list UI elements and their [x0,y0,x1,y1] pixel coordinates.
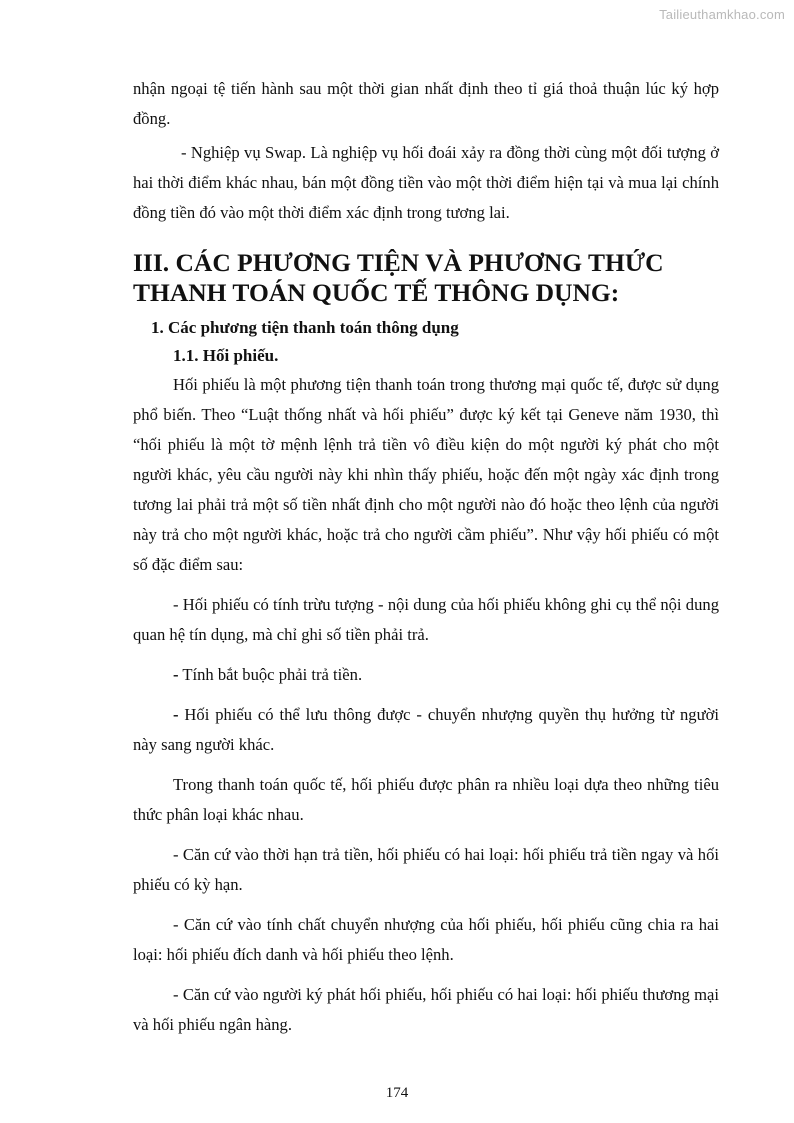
paragraph-type-3: - Căn cứ vào người ký phát hối phiếu, hối phiếu có hai loại: hối phiếu thương mại và hối phiếu ngân hàng. [133,985,719,1034]
paragraph-intro: Hối phiếu là một phương tiện thanh toán trong thương mại quốc tế, được sử dụng phổ biến. Theo “Luật thống nhất và hối phiếu” được ký kết tại Geneve năm 1930, thì “hối phiếu là một tờ mệnh lệnh trả tiền vô điều kiện do một người ký phát cho một người khác, yêu cầu người này khi nhìn thấy phiếu, hoặc đến một ngày xác định trong tương lai phải trả một số tiền nhất định cho một người nào đó hoặc theo lệnh của người này trả cho một người khác, hoặc trả cho người cầm phiếu”. Như vậy hối phiếu có một số đặc điểm sau: [133,375,719,574]
section-title-line2: THANH TOÁN QUỐC TẾ THÔNG DỤNG: [133,278,620,307]
paragraph-type-2: - Căn cứ vào tính chất chuyển nhượng của hối phiếu, hối phiếu cũng chia ra hai loại: hối phiếu đích danh và hối phiếu theo lệnh. [133,915,719,964]
feature-2-text: Tính bắt buộc phải trả tiền. [178,665,363,684]
dash-mark: - [173,705,179,724]
paragraph-classify: Trong thanh toán quốc tế, hối phiếu được phân ra nhiều loại dựa theo những tiêu thức phân loại khác nhau. [133,775,719,824]
feature-3-text: Hối phiếu có thể lưu thông được - chuyển nhượng quyền thụ hưởng từ người này sang người khác. [133,705,719,754]
paragraph-type-1: - Căn cứ vào thời hạn trả tiền, hối phiếu có hai loại: hối phiếu trả tiền ngay và hối phiếu có kỳ hạn. [133,845,719,894]
page-content [133,74,719,1040]
section-title-line1: III. CÁC PHƯƠNG TIỆN VÀ PHƯƠNG THỨC [133,248,664,277]
paragraph-continued: nhận ngoại tệ tiến hành sau một thời gian nhất định theo tỉ giá thoả thuận lúc ký hợp đồng. [133,79,719,128]
subsub-heading: 1.1. Hối phiếu. [173,346,279,365]
paragraph-swap: - Nghiệp vụ Swap. Là nghiệp vụ hối đoái xảy ra đồng thời cùng một đối tượng ở hai thời điểm khác nhau, bán một đồng tiền vào một thời điểm hiện tại và mua lại chính đồng tiền đó vào một thời điểm xác định trong tương lai. [133,143,719,222]
page-number: 174 [385,1085,409,1101]
paragraph-feature-2 [133,660,719,690]
watermark: Tailieuthamkhao.com [659,7,785,22]
dash-mark: - [173,665,179,684]
paragraph-feature-1: - Hối phiếu có tính trừu tượng - nội dung của hối phiếu không ghi cụ thể nội dung quan hệ tín dụng, mà chỉ ghi số tiền phải trả. [133,595,719,644]
sub-heading: 1. Các phương tiện thanh toán thông dụng [151,318,459,337]
section-heading [133,248,719,308]
paragraph-feature-3 [133,700,719,760]
